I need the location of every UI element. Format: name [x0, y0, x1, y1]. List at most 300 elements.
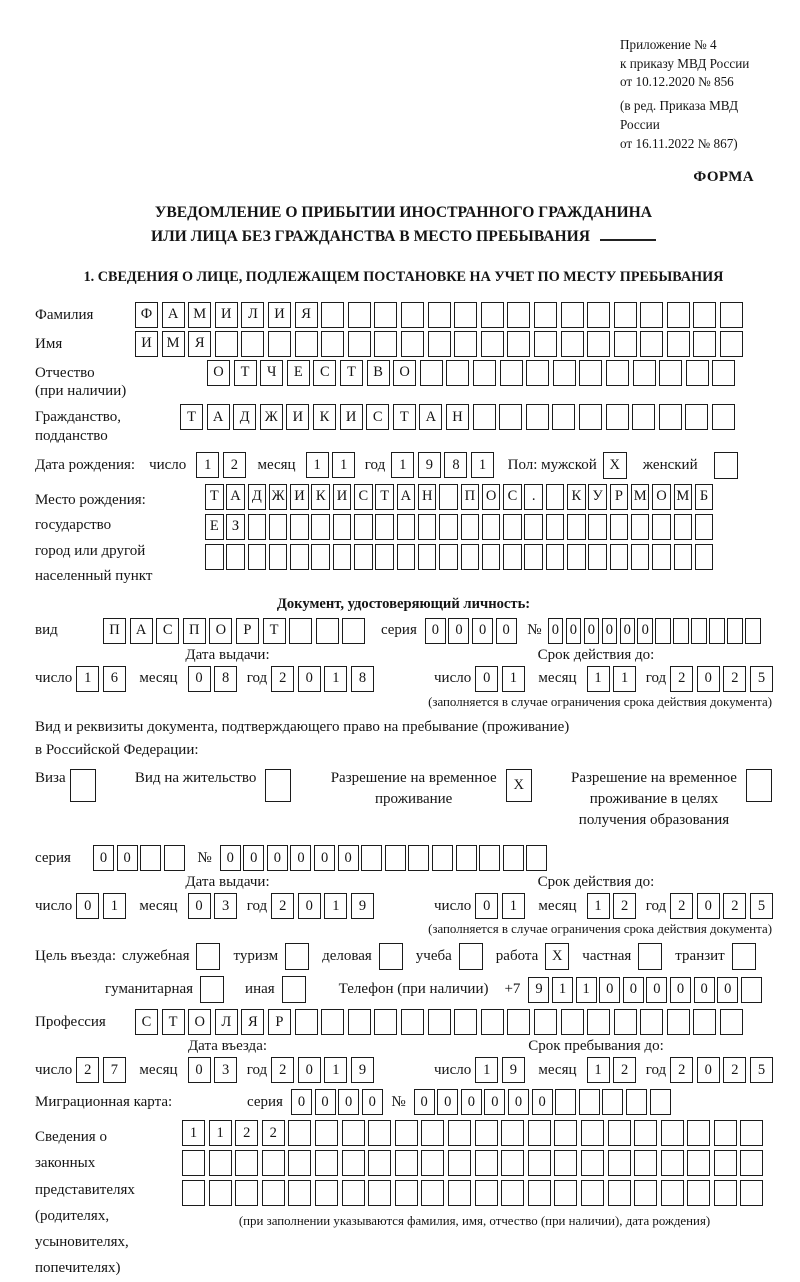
char-cell[interactable]: К — [567, 484, 586, 510]
char-cell[interactable] — [268, 331, 291, 357]
char-cell[interactable] — [182, 1180, 205, 1206]
char-cell[interactable] — [555, 1089, 576, 1115]
char-cell[interactable]: Ж — [260, 404, 283, 430]
char-cell[interactable]: 0 — [461, 1089, 482, 1115]
char-cell[interactable]: Е — [205, 514, 224, 540]
char-cell[interactable] — [473, 360, 496, 386]
char-cell[interactable]: 1 — [332, 452, 355, 478]
char-cell[interactable]: 0 — [338, 845, 359, 871]
char-cell[interactable]: К — [311, 484, 330, 510]
char-cell[interactable]: М — [188, 302, 211, 328]
char-cell[interactable] — [321, 331, 344, 357]
char-cell[interactable] — [674, 544, 693, 570]
char-cell[interactable] — [248, 544, 267, 570]
char-cell[interactable]: И — [268, 302, 291, 328]
char-cell[interactable] — [456, 845, 477, 871]
char-cell[interactable]: И — [340, 404, 363, 430]
char-cell[interactable] — [745, 618, 761, 644]
char-cell[interactable]: О — [188, 1009, 211, 1035]
char-cell[interactable] — [712, 404, 735, 430]
char-cell[interactable]: А — [162, 302, 185, 328]
char-cell[interactable]: 0 — [697, 893, 720, 919]
char-cell[interactable] — [614, 331, 637, 357]
char-cell[interactable]: 0 — [425, 618, 446, 644]
char-cell[interactable] — [475, 1120, 498, 1146]
char-cell[interactable]: 5 — [750, 893, 773, 919]
char-cell[interactable] — [374, 302, 397, 328]
char-cell[interactable]: 9 — [502, 1057, 525, 1083]
char-cell[interactable]: 9 — [418, 452, 441, 478]
char-cell[interactable] — [526, 845, 547, 871]
char-cell[interactable]: 2 — [271, 1057, 294, 1083]
char-cell[interactable] — [631, 514, 650, 540]
char-cell[interactable]: 1 — [76, 666, 99, 692]
char-cell[interactable]: 8 — [351, 666, 374, 692]
char-cell[interactable] — [479, 845, 500, 871]
char-cell[interactable]: 7 — [103, 1057, 126, 1083]
char-cell[interactable] — [421, 1180, 444, 1206]
char-cell[interactable] — [290, 514, 309, 540]
char-cell[interactable]: И — [286, 404, 309, 430]
char-cell[interactable]: 0 — [243, 845, 264, 871]
char-cell[interactable]: Л — [241, 302, 264, 328]
char-cell[interactable]: 0 — [315, 1089, 336, 1115]
char-cell[interactable] — [740, 1150, 763, 1176]
char-cell[interactable] — [446, 360, 469, 386]
char-cell[interactable]: 1 — [502, 893, 525, 919]
char-cell[interactable] — [567, 544, 586, 570]
char-cell[interactable]: О — [207, 360, 230, 386]
char-cell[interactable] — [614, 1009, 637, 1035]
char-cell[interactable] — [140, 845, 161, 871]
char-cell[interactable] — [428, 302, 451, 328]
char-cell[interactable] — [507, 302, 530, 328]
char-cell[interactable] — [524, 544, 543, 570]
char-cell[interactable] — [626, 1089, 647, 1115]
char-cell[interactable]: Т — [393, 404, 416, 430]
char-cell[interactable] — [448, 1150, 471, 1176]
char-cell[interactable]: 1 — [324, 893, 347, 919]
char-cell[interactable]: 0 — [637, 618, 653, 644]
char-cell[interactable]: С — [135, 1009, 158, 1035]
char-cell[interactable]: Т — [375, 484, 394, 510]
char-cell[interactable] — [534, 331, 557, 357]
char-cell[interactable]: М — [631, 484, 650, 510]
char-cell[interactable] — [269, 514, 288, 540]
char-cell[interactable] — [459, 943, 483, 970]
char-cell[interactable] — [687, 1120, 710, 1146]
char-cell[interactable]: Н — [446, 404, 469, 430]
char-cell[interactable] — [524, 514, 543, 540]
char-cell[interactable]: М — [162, 331, 185, 357]
char-cell[interactable]: А — [130, 618, 153, 644]
char-cell[interactable] — [439, 484, 458, 510]
char-cell[interactable] — [661, 1150, 684, 1176]
char-cell[interactable] — [526, 404, 549, 430]
char-cell[interactable] — [709, 618, 725, 644]
char-cell[interactable]: Л — [215, 1009, 238, 1035]
char-cell[interactable]: И — [135, 331, 158, 357]
char-cell[interactable]: 0 — [448, 618, 469, 644]
char-cell[interactable]: С — [503, 484, 522, 510]
char-cell[interactable] — [640, 302, 663, 328]
char-cell[interactable]: 0 — [298, 893, 321, 919]
char-cell[interactable] — [561, 1009, 584, 1035]
char-cell[interactable] — [661, 1180, 684, 1206]
char-cell[interactable] — [295, 1009, 318, 1035]
char-cell[interactable] — [311, 514, 330, 540]
char-cell[interactable] — [674, 514, 693, 540]
char-cell[interactable]: Р — [268, 1009, 291, 1035]
char-cell[interactable] — [235, 1150, 258, 1176]
char-cell[interactable] — [528, 1120, 551, 1146]
char-cell[interactable]: Р — [610, 484, 629, 510]
char-cell[interactable]: О — [482, 484, 501, 510]
char-cell[interactable]: 1 — [613, 666, 636, 692]
char-cell[interactable]: 0 — [220, 845, 241, 871]
char-cell[interactable] — [418, 514, 437, 540]
char-cell[interactable] — [288, 1180, 311, 1206]
char-cell[interactable]: 2 — [723, 666, 746, 692]
char-cell[interactable]: 1 — [576, 977, 597, 1003]
char-cell[interactable]: 0 — [298, 666, 321, 692]
char-cell[interactable] — [215, 331, 238, 357]
char-cell[interactable] — [461, 544, 480, 570]
char-cell[interactable] — [500, 360, 523, 386]
char-cell[interactable]: 1 — [196, 452, 219, 478]
char-cell[interactable] — [481, 331, 504, 357]
char-cell[interactable] — [667, 1009, 690, 1035]
char-cell[interactable] — [579, 1089, 600, 1115]
char-cell[interactable] — [606, 404, 629, 430]
char-cell[interactable]: 5 — [750, 1057, 773, 1083]
char-cell[interactable] — [652, 544, 671, 570]
char-cell[interactable]: 0 — [93, 845, 114, 871]
char-cell[interactable] — [714, 1150, 737, 1176]
char-cell[interactable] — [587, 302, 610, 328]
char-cell[interactable]: 0 — [314, 845, 335, 871]
char-cell[interactable]: З — [226, 514, 245, 540]
char-cell[interactable] — [727, 618, 743, 644]
char-cell[interactable] — [581, 1180, 604, 1206]
char-cell[interactable] — [693, 331, 716, 357]
char-cell[interactable]: Т — [234, 360, 257, 386]
char-cell[interactable] — [265, 769, 291, 802]
char-cell[interactable] — [587, 1009, 610, 1035]
char-cell[interactable]: 9 — [351, 1057, 374, 1083]
char-cell[interactable] — [526, 360, 549, 386]
char-cell[interactable] — [740, 1120, 763, 1146]
char-cell[interactable]: 0 — [670, 977, 691, 1003]
char-cell[interactable]: 2 — [271, 666, 294, 692]
char-cell[interactable] — [608, 1150, 631, 1176]
char-cell[interactable]: Д — [233, 404, 256, 430]
char-cell[interactable]: 0 — [599, 977, 620, 1003]
char-cell[interactable]: Я — [295, 302, 318, 328]
char-cell[interactable] — [241, 331, 264, 357]
char-cell[interactable] — [374, 1009, 397, 1035]
char-cell[interactable] — [528, 1150, 551, 1176]
char-cell[interactable]: 1 — [324, 666, 347, 692]
char-cell[interactable]: Б — [695, 484, 714, 510]
char-cell[interactable] — [652, 514, 671, 540]
char-cell[interactable] — [714, 1120, 737, 1146]
char-cell[interactable] — [368, 1150, 391, 1176]
char-cell[interactable] — [588, 544, 607, 570]
char-cell[interactable] — [501, 1120, 524, 1146]
char-cell[interactable] — [720, 302, 743, 328]
char-cell[interactable] — [712, 360, 735, 386]
char-cell[interactable]: 2 — [271, 893, 294, 919]
char-cell[interactable]: 8 — [214, 666, 237, 692]
char-cell[interactable]: И — [290, 484, 309, 510]
char-cell[interactable] — [528, 1180, 551, 1206]
char-cell[interactable] — [205, 544, 224, 570]
char-cell[interactable]: С — [313, 360, 336, 386]
char-cell[interactable] — [503, 514, 522, 540]
char-cell[interactable]: П — [461, 484, 480, 510]
char-cell[interactable]: 0 — [584, 618, 600, 644]
char-cell[interactable]: П — [103, 618, 126, 644]
char-cell[interactable] — [602, 1089, 623, 1115]
char-cell[interactable]: 1 — [587, 666, 610, 692]
char-cell[interactable] — [746, 769, 772, 802]
char-cell[interactable] — [375, 514, 394, 540]
char-cell[interactable] — [348, 302, 371, 328]
char-cell[interactable]: 6 — [103, 666, 126, 692]
char-cell[interactable]: 0 — [620, 618, 636, 644]
char-cell[interactable] — [686, 360, 709, 386]
char-cell[interactable] — [667, 331, 690, 357]
char-cell[interactable]: О — [209, 618, 232, 644]
char-cell[interactable] — [316, 618, 339, 644]
char-cell[interactable] — [408, 845, 429, 871]
char-cell[interactable]: П — [183, 618, 206, 644]
char-cell[interactable] — [503, 544, 522, 570]
char-cell[interactable] — [695, 514, 714, 540]
char-cell[interactable] — [554, 1150, 577, 1176]
char-cell[interactable] — [285, 943, 309, 970]
char-cell[interactable]: 1 — [103, 893, 126, 919]
char-cell[interactable]: . — [524, 484, 543, 510]
char-cell[interactable] — [397, 544, 416, 570]
char-cell[interactable]: 9 — [351, 893, 374, 919]
char-cell[interactable]: О — [393, 360, 416, 386]
char-cell[interactable] — [454, 302, 477, 328]
char-cell[interactable] — [695, 544, 714, 570]
char-cell[interactable]: 1 — [182, 1120, 205, 1146]
char-cell[interactable]: 1 — [502, 666, 525, 692]
char-cell[interactable] — [661, 1120, 684, 1146]
char-cell[interactable] — [554, 1120, 577, 1146]
char-cell[interactable] — [196, 943, 220, 970]
char-cell[interactable]: 0 — [646, 977, 667, 1003]
char-cell[interactable] — [448, 1180, 471, 1206]
char-cell[interactable] — [282, 976, 306, 1003]
char-cell[interactable]: 2 — [723, 893, 746, 919]
char-cell[interactable]: Т — [162, 1009, 185, 1035]
char-cell[interactable]: М — [674, 484, 693, 510]
char-cell[interactable] — [401, 331, 424, 357]
char-cell[interactable] — [634, 1150, 657, 1176]
char-cell[interactable] — [655, 618, 671, 644]
char-cell[interactable] — [650, 1089, 671, 1115]
char-cell[interactable]: Н — [418, 484, 437, 510]
char-cell[interactable] — [501, 1150, 524, 1176]
char-cell[interactable] — [454, 331, 477, 357]
char-cell[interactable] — [368, 1180, 391, 1206]
char-cell[interactable] — [581, 1120, 604, 1146]
char-cell[interactable]: 0 — [566, 618, 582, 644]
char-cell[interactable] — [608, 1180, 631, 1206]
char-cell[interactable] — [610, 514, 629, 540]
char-cell[interactable] — [288, 1120, 311, 1146]
char-cell[interactable]: 0 — [697, 1057, 720, 1083]
char-cell[interactable]: 0 — [602, 618, 618, 644]
char-cell[interactable] — [321, 302, 344, 328]
char-cell[interactable]: 1 — [475, 1057, 498, 1083]
char-cell[interactable]: 1 — [587, 893, 610, 919]
char-cell[interactable] — [379, 943, 403, 970]
char-cell[interactable] — [164, 845, 185, 871]
char-cell[interactable] — [315, 1180, 338, 1206]
char-cell[interactable] — [673, 618, 689, 644]
char-cell[interactable]: X — [603, 452, 627, 479]
char-cell[interactable] — [546, 544, 565, 570]
char-cell[interactable]: А — [226, 484, 245, 510]
char-cell[interactable] — [606, 360, 629, 386]
char-cell[interactable] — [638, 943, 662, 970]
char-cell[interactable]: 0 — [117, 845, 138, 871]
char-cell[interactable] — [439, 544, 458, 570]
char-cell[interactable] — [375, 544, 394, 570]
char-cell[interactable]: А — [419, 404, 442, 430]
char-cell[interactable]: 0 — [290, 845, 311, 871]
char-cell[interactable] — [720, 331, 743, 357]
char-cell[interactable]: 2 — [613, 893, 636, 919]
char-cell[interactable] — [209, 1180, 232, 1206]
char-cell[interactable]: 0 — [188, 666, 211, 692]
char-cell[interactable]: 0 — [717, 977, 738, 1003]
char-cell[interactable] — [342, 1120, 365, 1146]
char-cell[interactable]: 0 — [623, 977, 644, 1003]
char-cell[interactable]: И — [215, 302, 238, 328]
char-cell[interactable]: К — [313, 404, 336, 430]
char-cell[interactable]: 0 — [532, 1089, 553, 1115]
char-cell[interactable] — [401, 302, 424, 328]
char-cell[interactable] — [428, 1009, 451, 1035]
char-cell[interactable] — [428, 331, 451, 357]
char-cell[interactable]: Я — [188, 331, 211, 357]
char-cell[interactable] — [439, 514, 458, 540]
char-cell[interactable] — [546, 484, 565, 510]
char-cell[interactable] — [315, 1120, 338, 1146]
char-cell[interactable]: 1 — [391, 452, 414, 478]
char-cell[interactable]: Ф — [135, 302, 158, 328]
char-cell[interactable]: А — [207, 404, 230, 430]
char-cell[interactable]: А — [397, 484, 416, 510]
char-cell[interactable] — [631, 544, 650, 570]
char-cell[interactable] — [374, 331, 397, 357]
char-cell[interactable] — [200, 976, 224, 1003]
char-cell[interactable] — [732, 943, 756, 970]
char-cell[interactable] — [342, 1180, 365, 1206]
char-cell[interactable] — [741, 977, 762, 1003]
char-cell[interactable] — [182, 1150, 205, 1176]
char-cell[interactable]: У — [588, 484, 607, 510]
char-cell[interactable] — [262, 1150, 285, 1176]
char-cell[interactable]: 0 — [475, 666, 498, 692]
char-cell[interactable] — [475, 1180, 498, 1206]
char-cell[interactable] — [507, 331, 530, 357]
char-cell[interactable] — [368, 1120, 391, 1146]
char-cell[interactable] — [691, 618, 707, 644]
char-cell[interactable] — [475, 1150, 498, 1176]
char-cell[interactable] — [499, 404, 522, 430]
char-cell[interactable] — [685, 404, 708, 430]
char-cell[interactable] — [588, 514, 607, 540]
char-cell[interactable]: 0 — [76, 893, 99, 919]
char-cell[interactable] — [333, 514, 352, 540]
char-cell[interactable] — [395, 1180, 418, 1206]
char-cell[interactable] — [546, 514, 565, 540]
char-cell[interactable]: 1 — [471, 452, 494, 478]
char-cell[interactable] — [587, 331, 610, 357]
char-cell[interactable] — [401, 1009, 424, 1035]
char-cell[interactable]: 0 — [694, 977, 715, 1003]
char-cell[interactable]: 0 — [298, 1057, 321, 1083]
char-cell[interactable] — [248, 514, 267, 540]
char-cell[interactable]: Т — [340, 360, 363, 386]
char-cell[interactable]: 2 — [613, 1057, 636, 1083]
char-cell[interactable] — [561, 302, 584, 328]
char-cell[interactable]: С — [366, 404, 389, 430]
char-cell[interactable]: 0 — [338, 1089, 359, 1115]
char-cell[interactable] — [579, 404, 602, 430]
char-cell[interactable] — [640, 1009, 663, 1035]
char-cell[interactable] — [397, 514, 416, 540]
char-cell[interactable] — [420, 360, 443, 386]
char-cell[interactable] — [714, 1180, 737, 1206]
char-cell[interactable]: С — [354, 484, 373, 510]
char-cell[interactable] — [687, 1180, 710, 1206]
char-cell[interactable]: И — [333, 484, 352, 510]
char-cell[interactable] — [70, 769, 96, 802]
char-cell[interactable] — [354, 514, 373, 540]
char-cell[interactable] — [421, 1150, 444, 1176]
char-cell[interactable] — [395, 1120, 418, 1146]
char-cell[interactable] — [714, 452, 738, 479]
char-cell[interactable] — [561, 331, 584, 357]
char-cell[interactable]: X — [506, 769, 532, 802]
char-cell[interactable]: Т — [205, 484, 224, 510]
char-cell[interactable] — [507, 1009, 530, 1035]
char-cell[interactable]: О — [652, 484, 671, 510]
char-cell[interactable] — [740, 1180, 763, 1206]
char-cell[interactable] — [693, 1009, 716, 1035]
char-cell[interactable]: 1 — [552, 977, 573, 1003]
char-cell[interactable] — [633, 360, 656, 386]
char-cell[interactable] — [659, 404, 682, 430]
char-cell[interactable] — [354, 544, 373, 570]
char-cell[interactable] — [553, 360, 576, 386]
char-cell[interactable] — [632, 404, 655, 430]
char-cell[interactable] — [659, 360, 682, 386]
char-cell[interactable] — [481, 302, 504, 328]
char-cell[interactable]: X — [545, 943, 569, 970]
char-cell[interactable] — [289, 618, 312, 644]
char-cell[interactable]: Е — [287, 360, 310, 386]
